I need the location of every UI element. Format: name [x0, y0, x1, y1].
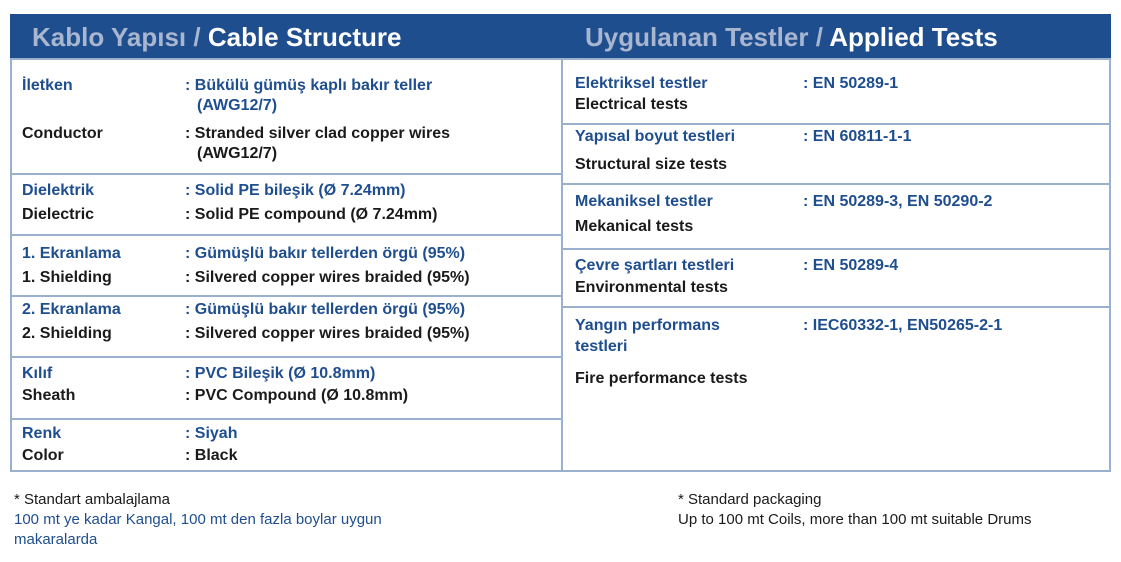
test-label-en: Structural size tests [575, 156, 728, 173]
test-standard: : EN 50289-1 [803, 75, 899, 92]
spec-value-en: : Black [185, 447, 238, 464]
spec-value-tr: : Siyah [185, 425, 238, 442]
test-row-environmental [563, 248, 1109, 308]
spec-label-tr: 2. Ekranlama [22, 301, 121, 318]
spec-label-en: Sheath [22, 387, 76, 404]
spec-row-color [12, 418, 561, 470]
spec-label-tr: İletken [22, 77, 73, 94]
footer-text-en-line1: Up to 100 mt Coils, more than 100 mt suitable Drums [678, 511, 1032, 528]
heading-separator: / [815, 22, 823, 52]
test-row-mechanical [563, 183, 1109, 250]
heading-en: Cable Structure [207, 22, 402, 52]
test-standard: : EN 50289-4 [803, 257, 899, 274]
test-row-electrical [563, 60, 1109, 125]
spec-value-en: : Silvered copper wires braided (95%) [185, 325, 470, 342]
test-label-tr: Çevre şartları testleri [575, 257, 735, 274]
test-standard: : IEC60332-1, EN50265-2-1 [803, 317, 1003, 334]
spec-row-dielectric [12, 173, 561, 236]
test-label-tr: Elektriksel testler [575, 75, 708, 92]
spec-label-en: Color [22, 447, 64, 464]
heading-tr: Uygulanan Testler [585, 22, 809, 52]
spec-value-en: : Stranded silver clad copper wires [185, 125, 450, 142]
spec-label-en: 1. Shielding [22, 269, 112, 286]
test-row-structural [563, 123, 1109, 185]
test-label-en: Mekanical tests [575, 218, 694, 235]
spec-value-tr: : Gümüşlü bakır tellerden örgü (95%) [185, 301, 466, 318]
applied-tests-heading [585, 14, 998, 58]
test-row-fire [563, 306, 1109, 470]
spec-label-tr: Kılıf [22, 365, 53, 382]
spec-row-shielding-1 [12, 234, 561, 297]
spec-row-shielding-2 [12, 295, 561, 358]
footer-note-en: * Standard packaging [678, 491, 822, 508]
test-label-tr: Yapısal boyut testleri [575, 128, 736, 145]
test-standard: : EN 60811-1-1 [803, 128, 912, 145]
test-label-en: Fire performance tests [575, 370, 748, 387]
spec-value-tr: : Bükülü gümüş kaplı bakır teller [185, 77, 433, 94]
test-label-tr: Mekaniksel testler [575, 193, 713, 210]
footer-text-tr-line1: 100 mt ye kadar Kangal, 100 mt den fazla boylar uygun [14, 511, 382, 528]
spec-row-sheath [12, 356, 561, 420]
footer-note-tr: * Standart ambalajlama [14, 491, 170, 508]
header-band [10, 14, 1111, 58]
spec-label-en: 2. Shielding [22, 325, 112, 342]
test-label-tr: Yangın performans [575, 317, 720, 334]
spec-value-en: : Silvered copper wires braided (95%) [185, 269, 470, 286]
cable-structure-heading [32, 14, 401, 58]
spec-row-conductor [12, 60, 561, 175]
test-label-en: Environmental tests [575, 279, 728, 296]
test-label-en: Electrical tests [575, 96, 688, 113]
spec-value-en: : PVC Compound (Ø 10.8mm) [185, 387, 409, 404]
footer-text-tr-line2: makaralarda [14, 531, 98, 548]
spec-label-tr: 1. Ekranlama [22, 245, 121, 262]
heading-tr: Kablo Yapısı [32, 22, 187, 52]
spec-value-tr: : PVC Bileşik (Ø 10.8mm) [185, 365, 376, 382]
heading-en: Applied Tests [829, 22, 998, 52]
spec-value-tr-cont: (AWG12/7) [197, 97, 278, 114]
spec-value-en: : Solid PE compound (Ø 7.24mm) [185, 206, 438, 223]
test-standard: : EN 50289-3, EN 50290-2 [803, 193, 993, 210]
spec-label-tr: Renk [22, 425, 62, 442]
spec-value-en-cont: (AWG12/7) [197, 145, 278, 162]
spec-value-tr: : Gümüşlü bakır tellerden örgü (95%) [185, 245, 466, 262]
spec-value-tr: : Solid PE bileşik (Ø 7.24mm) [185, 182, 406, 199]
applied-tests-panel [561, 58, 1111, 472]
heading-separator: / [193, 22, 201, 52]
spec-label-en: Conductor [22, 125, 103, 142]
cable-structure-panel [10, 58, 563, 472]
spec-label-tr: Dielektrik [22, 182, 95, 199]
test-label-tr-cont: testleri [575, 338, 628, 355]
spec-label-en: Dielectric [22, 206, 95, 223]
